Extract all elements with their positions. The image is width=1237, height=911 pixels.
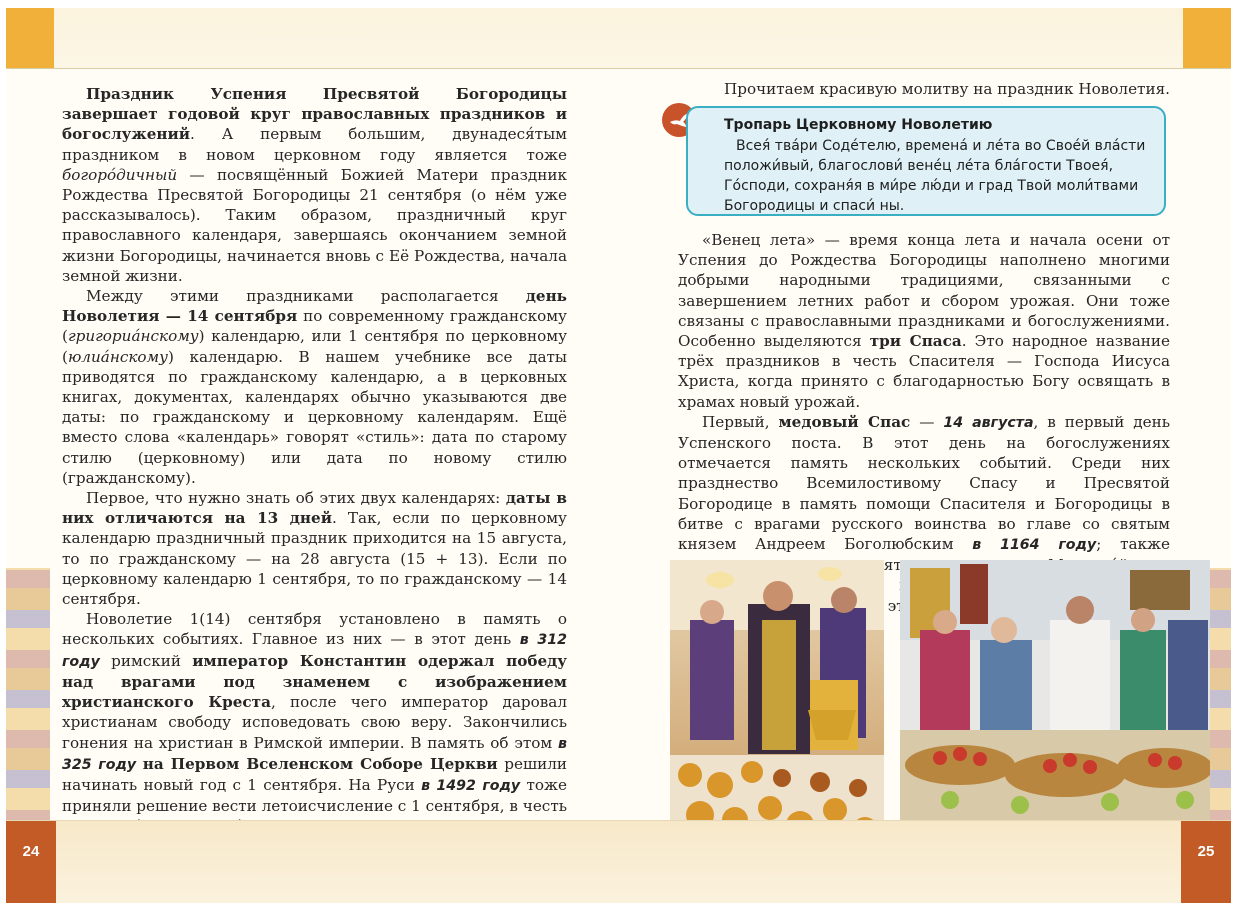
text-run: император Константин одержал победу над врагами под знаменем с изображением христианского Креста (62, 651, 567, 712)
text-run: медовый Спас (778, 412, 911, 431)
corner-marker (6, 8, 54, 68)
text-run: в 1164 году (972, 537, 1097, 554)
text-run: юлиа́нскому (67, 347, 168, 366)
prayer-title: Тропарь Церковному Новолетию (724, 117, 993, 133)
text-run: решили начинать новый год с 1 сентября. На Руси (62, 754, 568, 794)
text-run: , после чего император даровал христианам свободу исповедовать свою веру. Закончились гонения на христиан в Римской империи. В память об этом (62, 693, 568, 752)
right-body-text (678, 230, 1170, 616)
page-number: 24 (6, 821, 56, 903)
text-run: . А первым большим, двунадеся́тым праздником в новом церковном году является тоже (62, 125, 567, 164)
paragraph (62, 488, 567, 609)
text-run: римский (99, 651, 193, 670)
text-run: ) календарю, или 1 сентября по церковному ( (62, 327, 567, 366)
paragraph (62, 84, 567, 286)
text-run: тоже приняли решение вести летоисчисление с 1 сентября, в честь (62, 775, 567, 816)
paragraph (62, 286, 567, 488)
text-run: . Так, если по церковному календарю праздничный праздник приходится на 15 августа, то по гражданскому — на 28 августа (15 + 13). Если по церковному календарю 1 сентября, то по гражданскому — 14 сентября. (62, 509, 567, 609)
text-run: ; также святых (866, 535, 1170, 575)
text-run: день Новолетия — 14 сентября (62, 287, 567, 326)
text-run: Первое, что нужно знать об этих двух календарях: (86, 489, 506, 508)
photo-honey-blessing (670, 560, 884, 846)
intro-text: Прочитаем красивую молитву на праздник Новолетия. (724, 80, 1170, 98)
text-run: , в первый день Успенского поста. В этот день на богослужениях отмечается память нескольких событий. Среди них празднество Всемилостивому Спасу и Пресвятой Богородице в память помощи Спасителя и Богородицы в битве с врагами русского воинства во главе со святым князем Андреем Боголюбским (678, 412, 1170, 554)
page-number: 25 (1181, 821, 1231, 903)
intro-line (700, 79, 1170, 99)
iconography-strip (6, 568, 50, 828)
text-run: Между этими праздниками располагается (86, 287, 526, 306)
text-run: в 312 году (62, 632, 567, 670)
text-run: в 325 году (62, 735, 567, 773)
bottom-band (618, 820, 1231, 903)
text-run: 14 августа (943, 414, 1034, 431)
text-run: — (910, 412, 944, 431)
text-run: григориа́нскому (67, 327, 199, 346)
text-run: — посвящённый Божией Матери праздник Рождества Пресвятой Богородицы 21 сентября (о нём уже рассказывалось). Таким образом, праздничный круг православного календаря, завершаясь окончанием земной жизни Богородицы, начинается вновь с Её Рождества, начала земной жизни. (62, 165, 567, 285)
text-run: . Это народное название трёх праздников в честь Спасителя — Господа Иисуса Христа, когда принято с благодарностью Богу освящать в храмах новый урожай. (678, 332, 1170, 411)
photo-fruit-blessing (900, 560, 1210, 828)
prayer-text: Всея́ тва́ри Соде́телю, времена́ и ле́та во Свое́й вла́сти положи́вый, благослови́ вене́ц ле́та бла́гости Твоея́, Го́споди, сохраня́я в ми́ре лю́ди и град Твой моли́твами Богородицы и спаси́ ны. (724, 138, 1146, 214)
text-run: на Первом Вселенском Соборе Церкви (142, 754, 498, 773)
text-run: три Спаса (869, 332, 962, 351)
text-run: богоро́дичный (62, 165, 178, 184)
left-page (6, 8, 618, 903)
text-run (136, 755, 143, 773)
left-body-text (62, 84, 567, 899)
text-run: Праздник Успения Пресвятой Богородицы завершает годовой круг православных праздников и богослужений (62, 85, 567, 144)
text-run: ) календарю. В нашем учебнике все даты приводятся по гражданскому календарю, а в церковных книгах, документах, календарях обычно указываются две даты: по гражданскому и церковному календарям. Ещё вместо слова «календарь» говорят «стиль»: дата по старому стилю (церковному) или дата по новому стилю (гражданскому). (62, 347, 567, 487)
text-run: Первый, (702, 412, 779, 431)
right-page (618, 8, 1231, 903)
text-run: Новолетие 1(14) сентября установлено в память о нескольких событиях. Главное из них — в этот день (62, 610, 567, 649)
bottom-band (6, 820, 618, 903)
paragraph (678, 230, 1170, 412)
top-band (618, 8, 1231, 69)
textbook-spread (6, 8, 1231, 903)
text-run: по современному гражданскому ( (62, 307, 567, 346)
prayer-box (686, 106, 1166, 216)
text-run: в 1492 году (421, 777, 521, 794)
corner-marker (1183, 8, 1231, 68)
text-run: «Венец лета» — время конца лета и начала осени от Успения до Рождества Богородицы наполнено многими добрыми народными традициями, связанными с завершением летних работ и сбором урожая. Они тоже связаны с православными праздниками и богослужениями. Особенно выделяются (678, 231, 1170, 351)
top-band (6, 8, 618, 69)
text-run: даты в них отличаются на 13 дней (62, 489, 567, 528)
